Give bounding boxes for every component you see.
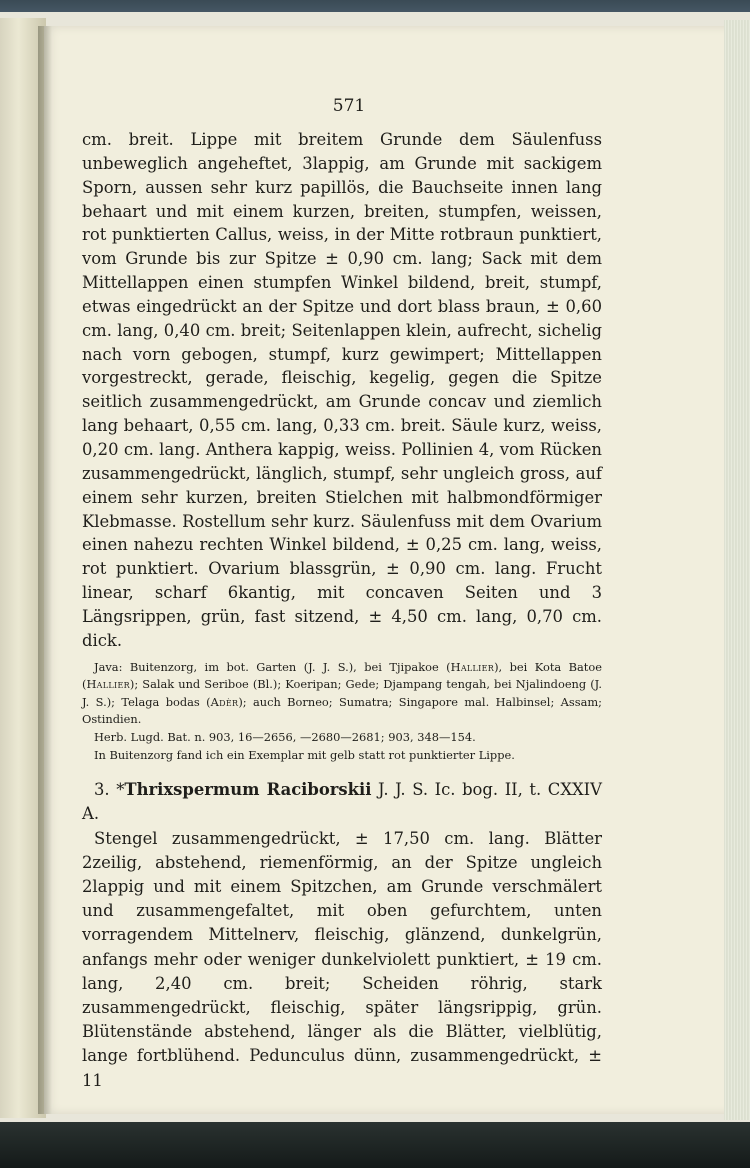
- distribution-note: [82, 659, 602, 729]
- spine-shadow: [38, 26, 52, 1114]
- species-description: Stengel zusammengedrückt, ± 17,50 cm. lang. Blätter 2zeilig, abstehend, riemenförmig, an der Spitze ungleich 2lappig und mit einem Spitzchen, am Grunde verschmälert und zusammengefaltet, mit oben gefurchtem, unten vorragendem Mittelnerv, fleischig, glänzend, dunkelgrün, anfangs mehr oder weniger dunkelviolett punktiert, ± 19 cm. lang, 2,40 cm. breit; Scheiden röhrig, stark zusammengedrückt, fleischig, später längsrippig, grün. Blütenstände abstehend, länger als die Blätter, vielblütig, lange fortblühend. Pedunculus dünn, zusammengedrückt, ± 11: [82, 828, 602, 1090]
- species-number: 3. *: [94, 780, 125, 800]
- remark-note: In Buitenzorg fand ich ein Exemplar mit gelb statt rot punktierter Lippe.: [94, 747, 515, 762]
- distribution-text: ), bei Kota Batoe (: [82, 659, 602, 692]
- distribution-text: Java: Buitenzorg, im bot. Garten (J. J. S.), bei Tjipakoe (: [94, 659, 451, 674]
- species-name: Thrixspermum Raciborskii: [124, 780, 372, 800]
- species-heading: [82, 778, 602, 826]
- distribution-text: ); auch Borneo; Sumatra; Singapore mal. Halbinsel; Assam; Ostindien.: [82, 694, 602, 727]
- species-entry: [82, 778, 602, 1093]
- distribution-notes: [82, 659, 602, 765]
- page-fore-edge: [724, 20, 750, 1120]
- collector-name: Adèr: [210, 694, 239, 709]
- collector-name: Hallier: [450, 659, 495, 674]
- description-paragraph: cm. breit. Lippe mit breitem Grunde dem Säulenfuss unbeweglich angeheftet, 3lappig, am Grunde mit sackigem Sporn, aussen sehr kurz papillös, die Bauchseite innen lang behaart und mit einem kurzen, breiten, stumpfen, weissen, rot punktierten Callus, weiss, in der Mitte rotbraun punktiert, vom Grunde bis zur Spitze ± 0,90 cm. lang; Sack mit dem Mittellappen einen stumpfen Winkel bildend, breit, stumpf, etwas eingedrückt an der Spitze und dort blass braun, ± 0,60 cm. lang, 0,40 cm. breit; Seitenlappen klein, aufrecht, sichelig nach vorn gebogen, stumpf, kurz gewimpert; Mittellappen vorgestreckt, gerade, fleischig, kegelig, gegen die Spitze seitlich zusammengedrückt, am Grunde concav und ziemlich lang behaart, 0,55 cm. lang, 0,33 cm. breit. Säule kurz, weiss, 0,20 cm. lang. Anthera kappig, weiss. Pollinien 4, vom Rücken zusammengedrückt, länglich, stumpf, sehr ungleich gross, auf einem sehr kurzen, breiten Stielchen mit halbmondförmiger Klebmasse. Rostellum sehr kurz. Säulenfuss mit dem Ovarium einen nahezu rechten Winkel bildend, ± 0,25 cm. lang, weiss, rot punktiert. Ovarium blassgrün, ± 0,90 cm. lang. Frucht linear, scharf 6kantig, mit concaven Seiten und 3 Längsrippen, grün, fast sitzend, ± 4,50 cm. lang, 0,70 cm. dick.: [82, 130, 602, 650]
- species-citation: J. J. S. Ic. bog. II, t. CXXIV A.: [82, 780, 602, 824]
- distribution-text: ); Salak und Seriboe (Bl.); Koeripan; Gede; Djampang tengah, bei Njalindoeng (J. J. S.); Telaga bodas (: [82, 677, 602, 709]
- text-column: [82, 96, 602, 1093]
- collector-name: Hallier: [86, 677, 130, 692]
- page-number: 571: [332, 96, 366, 116]
- book-bottom-edge: [0, 1122, 750, 1168]
- description-continued: [82, 128, 602, 653]
- herbarium-note: Herb. Lugd. Bat. n. 903, 16—2656, —2680—2681; 903, 348—154.: [94, 729, 476, 744]
